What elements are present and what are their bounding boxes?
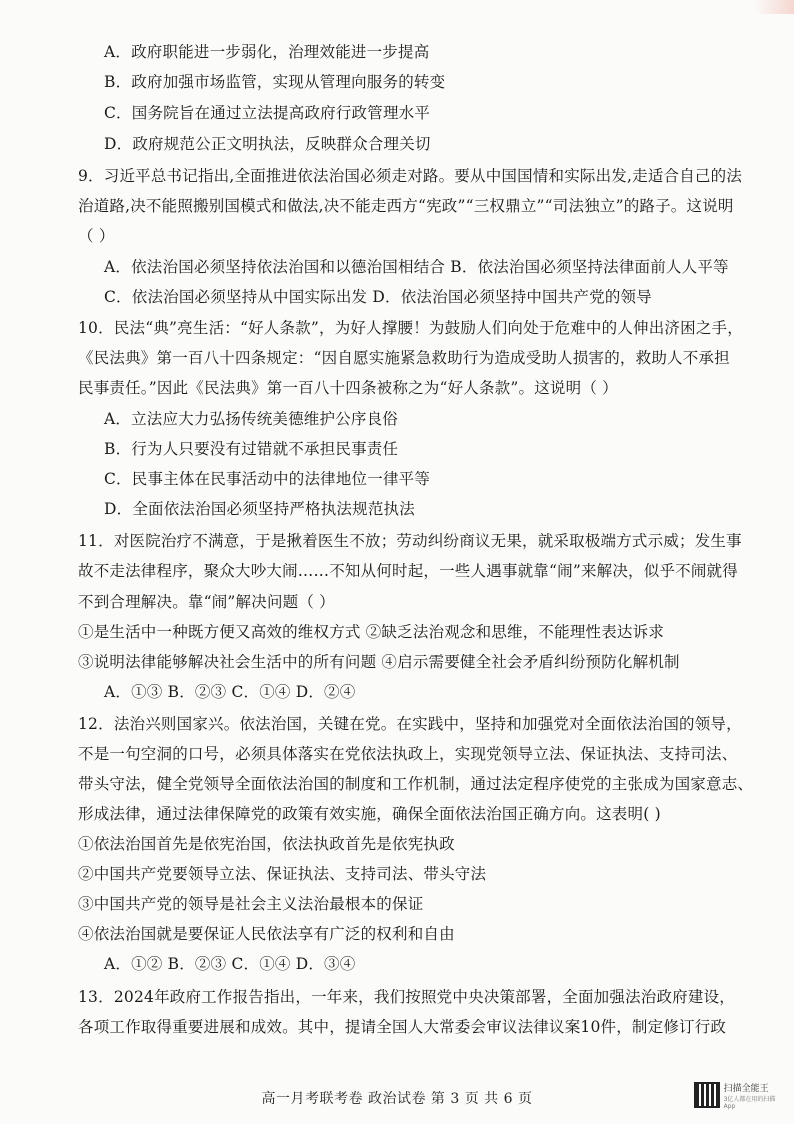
q11-statements-12: ①是生活中一种既方便又高效的维权方式 ②缺乏法治观念和思维，不能理性表达诉求 bbox=[78, 623, 665, 641]
q9-answer-blank: （ ） bbox=[78, 227, 115, 245]
q12-statement-2: ②中国共产党要领导立法、保证执法、支持司法、带头守法 bbox=[78, 865, 487, 883]
q10-option-b: B．行为人只要没有过错就不承担民事责任 bbox=[104, 440, 399, 458]
q9-options-cd: C．依法治国必须坚持从中国实际出发 D．依法治国必须坚持中国共产党的领导 bbox=[104, 288, 652, 306]
q10-stem-line1: 10．民法“典”亮生活：“好人条款”，为好人撑腰！为鼓励人们向处于危难中的人伸出济困之手， bbox=[78, 319, 743, 337]
q13-stem-line1: 13．2024年政府工作报告指出，一年来，我们按照党中央决策部署，全面加强法治政府建设， bbox=[78, 988, 735, 1006]
q12-stem-line4: 形成法律，通过法律保障党的政策有效实施，确保全面依法治国正确方向。这表明( ) bbox=[78, 805, 661, 823]
q10-stem-line2: 《民法典》第一百八十四条规定：“因自愿实施紧急救助行为造成受助人损害的，救助人不承担 bbox=[78, 349, 730, 367]
q11-stem-line2: 故不走法律程序，聚众大吵大闹……不知从何时起，一些人遇事就靠“闹”来解决，似乎不闹就得 bbox=[78, 562, 738, 580]
q8-option-b: B．政府加强市场监管，实现从管理向服务的转变 bbox=[104, 73, 446, 91]
q12-options: A．①② B．②③ C．①④ D．③④ bbox=[104, 955, 356, 973]
q8-option-d: D．政府规范公正文明执法，反映群众合理关切 bbox=[104, 135, 431, 153]
scanner-sub: 3亿人都在用的扫描App bbox=[723, 1095, 776, 1110]
q12-statement-3: ③中国共产党的领导是社会主义法治最根本的保证 bbox=[78, 895, 424, 913]
q11-statements-34: ③说明法律能够解决社会生活中的所有问题 ④启示需要健全社会矛盾纠纷预防化解机制 bbox=[78, 653, 680, 671]
q8-option-a: A．政府职能进一步弱化，治理效能进一步提高 bbox=[104, 43, 430, 61]
q12-stem-line2: 不是一句空洞的口号，必须具体落实在党依法执政上，实现党领导立法、保证执法、支持司法、 bbox=[78, 745, 738, 763]
q9-stem-line1: 9．习近平总书记指出,全面推进依法治国必须走对路。要从中国国情和实际出发,走适合自己的法 bbox=[78, 167, 743, 185]
qr-code-icon bbox=[694, 1082, 720, 1108]
q9-stem-line2: 治道路,决不能照搬别国模式和做法,决不能走西方“宪政”“三权鼎立”“司法独立”的路子。这说明 bbox=[78, 197, 734, 215]
q9-options-ab: A．依法治国必须坚持依法治国和以德治国相结合 B．依法治国必须坚持法律面前人人平等 bbox=[104, 258, 729, 276]
q12-statement-1: ①依法治国首先是依宪治国，依法执政首先是依宪执政 bbox=[78, 835, 455, 853]
corner-mark bbox=[754, 0, 794, 14]
q12-stem-line1: 12．法治兴则国家兴。依法治国，关键在党。在实践中，坚持和加强党对全面依法治国的领导， bbox=[78, 715, 742, 733]
scanner-label: 扫描全能王 bbox=[723, 1083, 769, 1094]
q13-stem-line2: 各项工作取得重要进展和成效。其中，提请全国人大常委会审议法律议案10件，制定修订行政 bbox=[78, 1018, 727, 1036]
q11-stem-line1: 11．对医院治疗不满意，于是揪着医生不放；劳动纠纷商议无果，就采取极端方式示威；发生事 bbox=[78, 532, 742, 550]
q12-stem-line3: 带头守法，健全党领导全面依法治国的制度和工作机制，通过法定程序使党的主张成为国家意志、 bbox=[78, 775, 754, 793]
page-footer: 高一月考联考卷 政治试卷 第 3 页 共 6 页 bbox=[261, 1091, 533, 1107]
q10-stem-line3: 民事责任。”因此《民法典》第一百八十四条被称之为“好人条款”。这说明（ ） bbox=[78, 379, 618, 397]
scanner-watermark bbox=[694, 1080, 786, 1110]
q12-statement-4: ④依法治国就是要保证人民依法享有广泛的权利和自由 bbox=[78, 925, 455, 943]
q10-option-d: D．全面依法治国必须坚持严格执法规范执法 bbox=[104, 500, 415, 518]
q8-option-c: C．国务院旨在通过立法提高政府行政管理水平 bbox=[104, 104, 431, 122]
q11-options: A．①③ B．②③ C．①④ D．②④ bbox=[104, 683, 356, 701]
q10-option-a: A．立法应大力弘扬传统美德维护公序良俗 bbox=[104, 410, 398, 428]
q10-option-c: C．民事主体在民事活动中的法律地位一律平等 bbox=[104, 470, 431, 488]
q11-stem-line3: 不到合理解决。靠“闹”解决问题（ ） bbox=[78, 593, 335, 611]
